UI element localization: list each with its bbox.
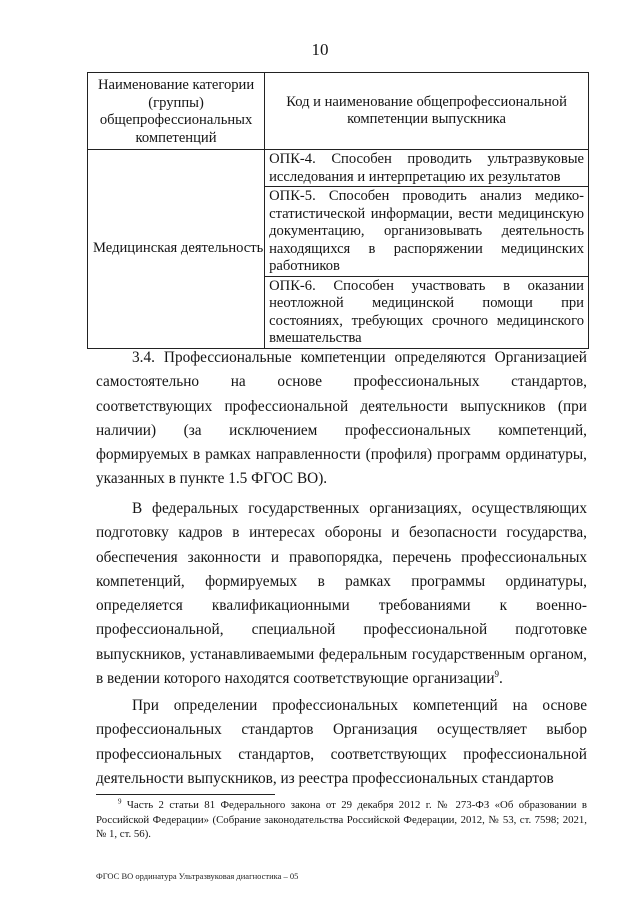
footnote-reference: 9 xyxy=(494,668,500,679)
paragraph-text: При определении профессиональных компетенций на основе профессиональных стандартов Организация осуществляет выбор профессиональных стандартов, соответствующих профессиональной деятельности выпускников, из реестра профессиональных стандартов xyxy=(96,697,587,787)
page-footer: ФГОС ВО ординатура Ультразвуковая диагностика – 05 xyxy=(96,871,299,881)
footnote-divider xyxy=(96,794,275,795)
competence-table xyxy=(87,72,589,349)
footnote-marker: 9 xyxy=(118,797,122,806)
category-cell: Медицинская деятельность xyxy=(88,150,265,349)
competence-text: ОПК-5. Способен проводить анализ медико-статистической информации, вести медицинскую документацию, организовывать деятельность находящихся в распоряжении медицинских работников xyxy=(269,188,584,274)
competence-opk4 xyxy=(265,150,589,187)
paragraph-text: В федеральных государственных организациях, осуществляющих подготовку кадров в интересах обороны и безопасности государства, обеспечения законности и правопорядка, перечень профессиональных компетенций, формируемых в рамках программы ординатуры, определяется квалификационными требованиями к военно-профессиональной, специальной профессиональной подготовке выпускников, устанавливаемыми федеральным государственным органом, в ведении которого находятся соответствующие организации$^9$. xyxy=(96,500,587,688)
competence-text: ОПК-6. Способен участвовать в оказании неотложной медицинской помощи при состояниях, требующих срочного медицинского вмешательства xyxy=(269,277,584,346)
footnote-text: Часть 2 статьи 81 Федерального закона от 29 декабря 2012 г. № 273-ФЗ «Об образовании в Российской Федерации» (Собрание законодательства Российской Федерации, 2012, № 53, ст. 7598; 2021, № 1, ст. 56). xyxy=(96,799,587,840)
paragraph-body: В федеральных государственных организациях, осуществляющих подготовку кадров в интересах обороны и безопасности государства, обеспечения законности и правопорядка, перечень профессиональных компетенций, формируемых в рамках программы ординатуры, определяется квалификационными требованиями к военно-профессиональной, специальной профессиональной подготовке выпускников, устанавливаемыми федеральным государственным органом, в ведении которого находятся соответствующие организации xyxy=(96,500,587,688)
competence-text: ОПК-4. Способен проводить ультразвуковые исследования и интерпретацию их результатов xyxy=(269,151,584,185)
paragraph-text: 3.4. Профессиональные компетенции определяются Организацией самостоятельно на основе профессиональных стандартов, соответствующих профессиональной деятельности выпускников (при наличии) (за исключением профессиональных компетенций, формируемых в рамках направленности (профиля) программ ординатуры, указанных в пункте 1.5 ФГОС ВО). xyxy=(96,349,587,488)
page-number: 10 xyxy=(311,40,329,59)
paragraph-3-4 xyxy=(96,346,587,499)
header-category: Наименование категории (группы) общепрофессиональных компетенций xyxy=(88,73,265,150)
table-header-row xyxy=(88,73,589,150)
footnote xyxy=(96,798,587,842)
paragraph-federal-organizations xyxy=(96,497,587,698)
table-row xyxy=(88,150,589,187)
header-competence: Код и наименование общепрофессиональной компетенции выпускника xyxy=(265,73,589,150)
competence-opk6 xyxy=(265,276,589,348)
competence-opk5 xyxy=(265,187,589,277)
paragraph-standards xyxy=(96,694,587,798)
